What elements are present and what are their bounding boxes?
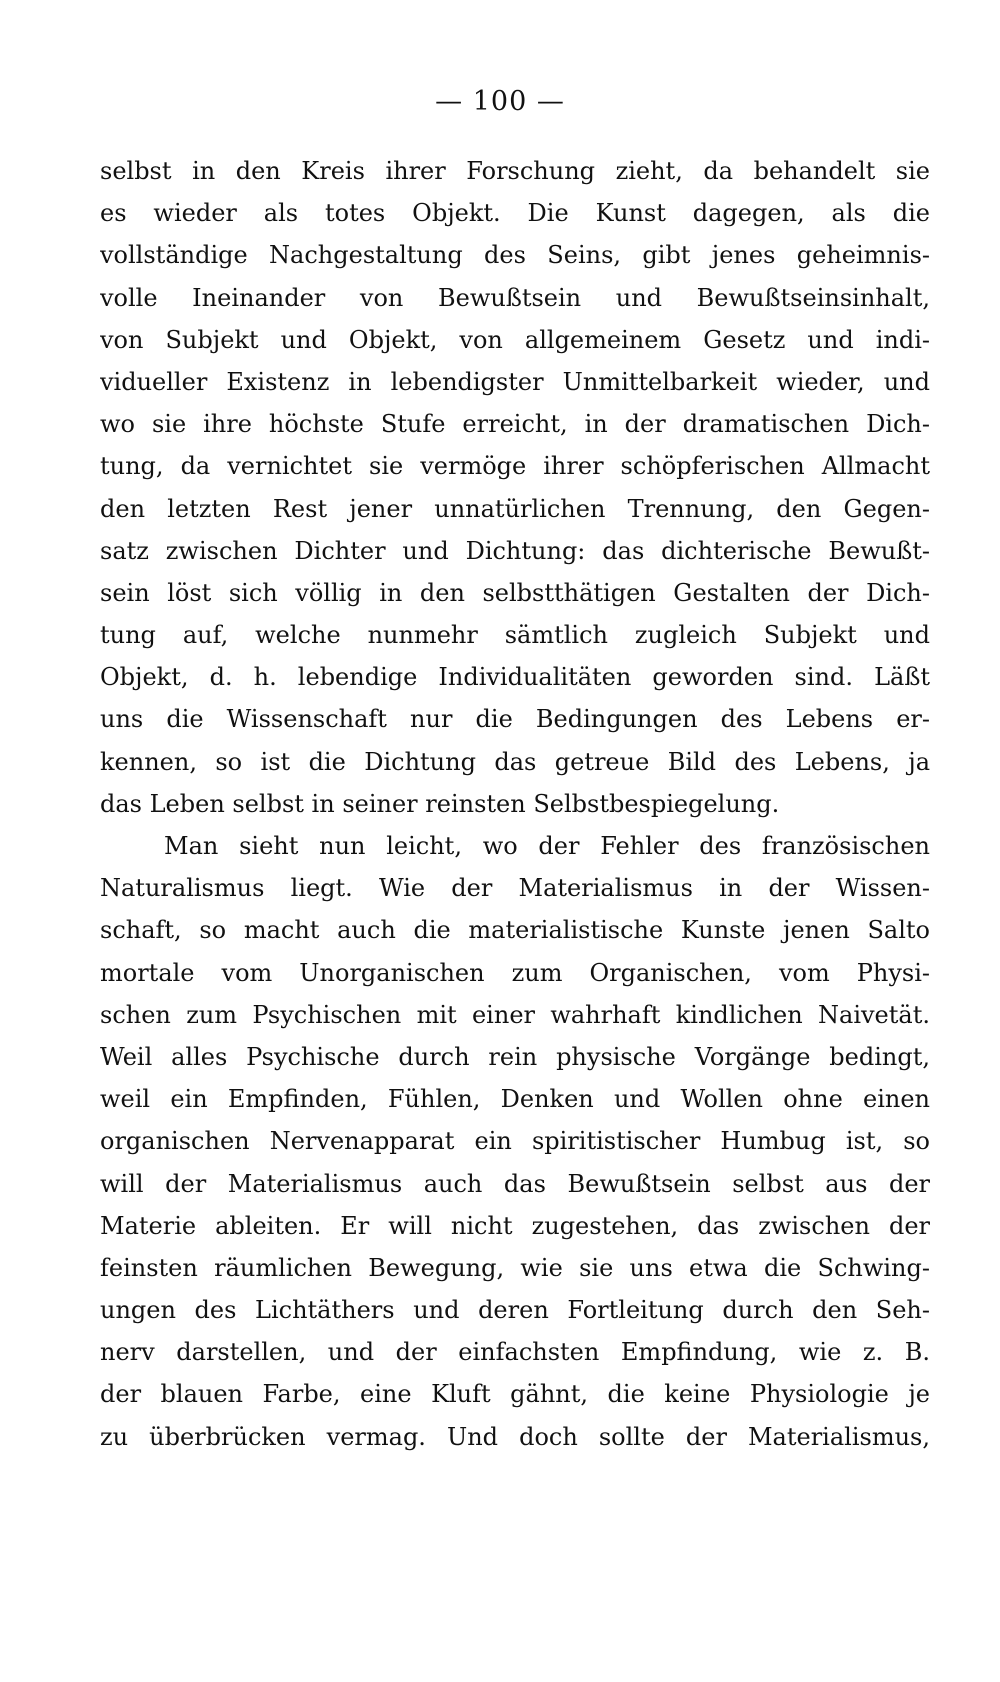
text-line: uns die Wissenschaft nur die Bedingungen des Lebens er- [100,705,930,734]
text-line: organischen Nervenapparat ein spiritistischer Humbug ist, so [100,1127,930,1156]
text-line: den letzten Rest jener unnatürlichen Trennung, den Gegen- [100,494,930,523]
text-line: feinsten räumlichen Bewegung, wie sie uns etwa die Schwing- [100,1253,930,1282]
page-number: — 100 — [435,86,565,117]
text-line: zu überbrücken vermag. Und doch sollte der Materialismus, [100,1422,930,1451]
text-line: Weil alles Psychische durch rein physische Vorgänge bedingt, [100,1042,930,1071]
text-line: von Subjekt und Objekt, von allgemeinem Gesetz und indi- [100,325,930,354]
text-line: ungen des Lichtäthers und deren Fortleitung durch den Seh- [100,1296,930,1325]
text-line: tung, da vernichtet sie vermöge ihrer schöpferischen Allmacht [100,452,930,481]
text-line: selbst in den Kreis ihrer Forschung zieht, da behandelt sie [100,157,930,185]
text-line: schaft, so macht auch die materialistische Kunste jenen Salto [100,916,930,945]
text-line: weil ein Empfinden, Fühlen, Denken und Wollen ohne einen [100,1085,930,1114]
text-line: es wieder als totes Objekt. Die Kunst dagegen, als die [100,199,930,228]
text-line: wo sie ihre höchste Stufe erreicht, in der dramatischen Dich- [100,410,930,439]
text-line: mortale vom Unorganischen zum Organischen, vom Physi- [100,958,930,987]
text-line: sein löst sich völlig in den selbstthätigen Gestalten der Dich- [100,578,930,607]
text-line: der blauen Farbe, eine Kluft gähnt, die keine Physiologie je [100,1380,930,1409]
text-line: Man sieht nun leicht, wo der Fehler des französischen [164,832,930,860]
text-line: volle Ineinander von Bewußtsein und Bewußtseinsinhalt, [100,283,930,312]
body-text [100,150,930,1458]
text-line: das Leben selbst in seiner reinsten Selbstbespiegelung. [100,789,780,818]
text-line: tung auf, welche nunmehr sämtlich zugleich Subjekt und [100,621,930,650]
text-line: Naturalismus liegt. Wie der Materialismus in der Wissen- [100,874,930,903]
text-line: nerv darstellen, und der einfachsten Empfindung, wie z. B. [100,1338,930,1367]
text-line: vollständige Nachgestaltung des Seins, gibt jenes geheimnis- [100,241,930,270]
text-line: satz zwischen Dichter und Dichtung: das dichterische Bewußt- [100,536,930,565]
text-line: kennen, so ist die Dichtung das getreue Bild des Lebens, ja [100,747,930,776]
text-line: will der Materialismus auch das Bewußtsein selbst aus der [100,1169,930,1198]
text-line: schen zum Psychischen mit einer wahrhaft kindlichen Naivetät. [100,1000,930,1029]
text-line: vidueller Existenz in lebendigster Unmittelbarkeit wieder, und [100,367,930,396]
text-line: Materie ableiten. Er will nicht zugestehen, das zwischen der [100,1211,930,1240]
text-line: Objekt, d. h. lebendige Individualitäten geworden sind. Läßt [100,663,930,692]
